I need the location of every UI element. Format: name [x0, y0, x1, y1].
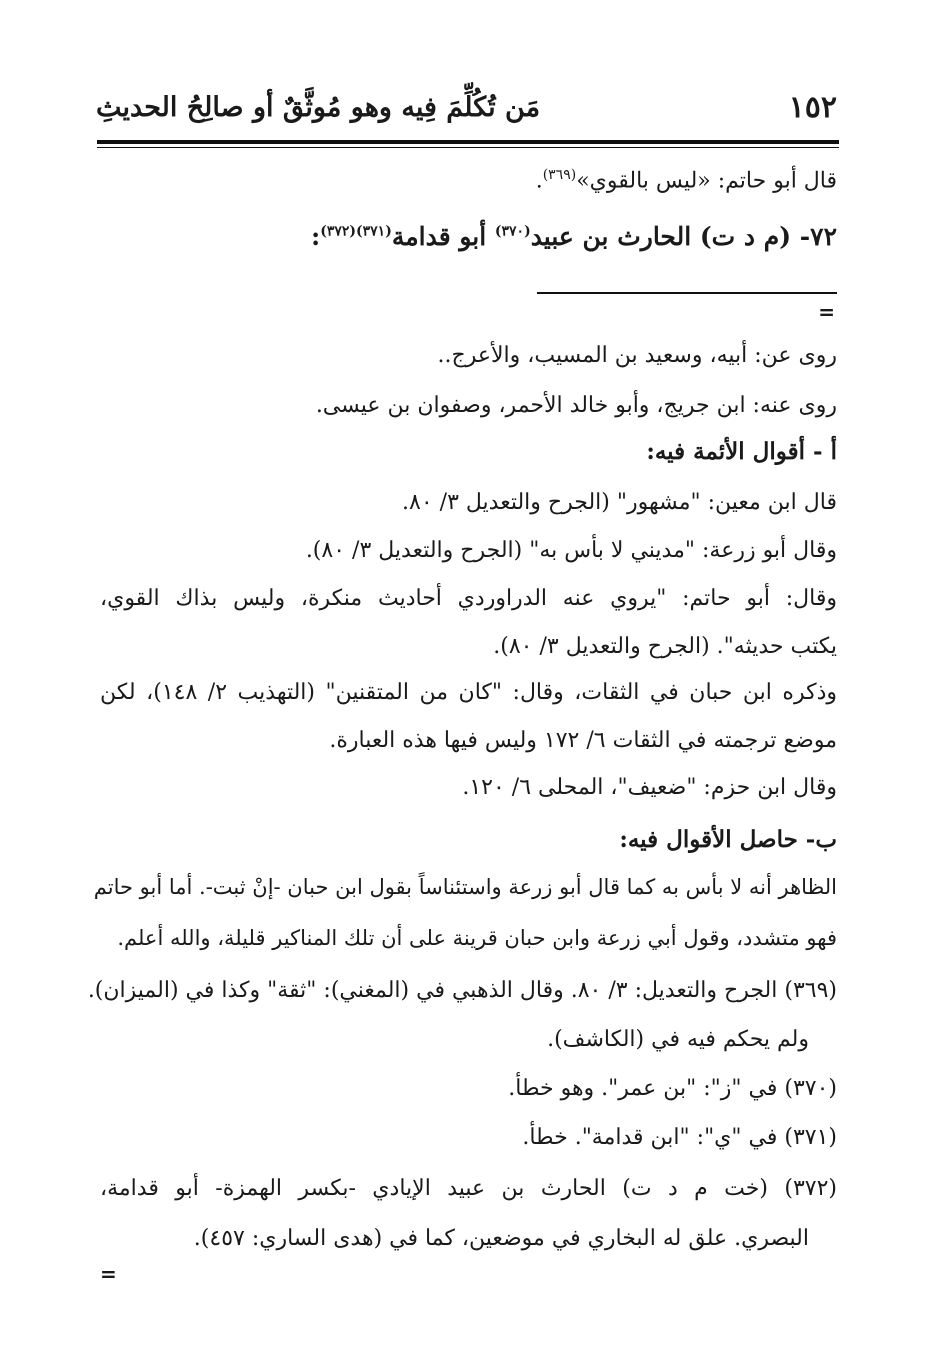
page-number: ١٥٢ [788, 90, 837, 125]
quote-abu-hatim-1: وقال: أبو حاتم: "يروي عنه الدراوردي أحاديث منكرة، وليس بذاك القوي، [100, 586, 837, 611]
quote-abu-hatim-2: يكتب حديثه". (الجرح والتعديل ٣/ ٨٠). [493, 634, 837, 659]
narrated-by: روى عنه: ابن جريج، وأبو خالد الأحمر، وصفوان بن عيسى. [315, 393, 837, 418]
footnote-372-line-1: (٣٧٢) (خت م د ت) الحارث بن عبيد الإيادي -بكسر الهمزة- أبو قدامة، [100, 1176, 837, 1201]
footnote-ref-370: (٣٧٠) [494, 223, 531, 240]
footnote-371: (٣٧١) في "ي": "ابن قدامة". خطأ. [522, 1125, 837, 1150]
quote-ibn-hibban-1: وذكره ابن حبان في الثقات، وقال: "كان من المتقنين" (التهذيب ٢/ ١٤٨)، لكن [100, 680, 837, 705]
quote-abu-zura: وقال أبو زرعة: "مديني لا بأس به" (الجرح والتعديل ٣/ ٨٠). [305, 538, 837, 563]
summary-line-2: فهو متشدد، وقول أبي زرعة وابن حبان قرينة على أن تلك المناكير قليلة، والله أعلم. [117, 926, 837, 950]
footnote-ref-371-372: (٣٧١)(٣٧٢) [320, 223, 392, 240]
footnote-separator-top [537, 292, 837, 294]
quote-text: قال أبو حاتم: «ليس بالقوي» [576, 168, 837, 194]
quote-ibn-main: قال ابن معين: "مشهور" (الجرح والتعديل ٣/ ٨٠. [402, 490, 837, 515]
quote-abu-hatim-line: قال أبو حاتم: «ليس بالقوي»$^{(٣٦٩)}$. [535, 167, 837, 194]
narrated-from: روى عن: أبيه، وسعيد بن المسيب، والأعرج.. [437, 343, 837, 368]
header-rule-thick [97, 140, 839, 144]
footnote-370: (٣٧٠) في "ز": "بن عمر". وهو خطأ. [508, 1076, 837, 1101]
summary-line-1: الظاهر أنه لا بأس به كما قال أبو زرعة واستئناساً بقول ابن حبان -إنْ ثبت-. أما أبو حاتم [93, 875, 837, 899]
continuation-mark: = [100, 1262, 117, 1286]
entry-heading-kunya: أبو قدامة [391, 222, 495, 251]
quote-ibn-hibban-2: موضع ترجمته في الثقات ٦/ ١٧٢ وليس فيها هذه العبارة. [329, 728, 837, 753]
entry-heading-name: ٧٢- (م د ت) الحارث بن عبيد [530, 222, 837, 251]
entry-heading [311, 222, 837, 251]
continued-mark: = [818, 300, 835, 324]
footnote-ref-369: (٣٦٩) [542, 167, 577, 183]
entry-heading-colon: : [310, 222, 321, 251]
section-heading-summary: ب- حاصل الأقوال فيه: [619, 826, 837, 853]
footnote-369-line-1: (٣٦٩) الجرح والتعديل: ٣/ ٨٠. وقال الذهبي في (المغني): "ثقة" وكذا في (الميزان). [87, 978, 837, 1003]
quote-ibn-hazm: وقال ابن حزم: "ضعيف"، المحلى ٦/ ١٢٠. [462, 775, 837, 800]
footnote-372-line-2: البصري. علق له البخاري في موضعين، كما في (هدى الساري: ٤٥٧). [193, 1226, 809, 1251]
footnote-369-line-2: ولم يحكم فيه في (الكاشف). [547, 1027, 809, 1052]
running-title: مَن تُكُلِّمَ فِيه وهو مُوثَّقٌ أو صالِحُ الحديثِ [96, 92, 541, 123]
section-heading-imams: أ - أقوال الأئمة فيه: [646, 438, 837, 465]
header-rule-thin [97, 147, 839, 148]
